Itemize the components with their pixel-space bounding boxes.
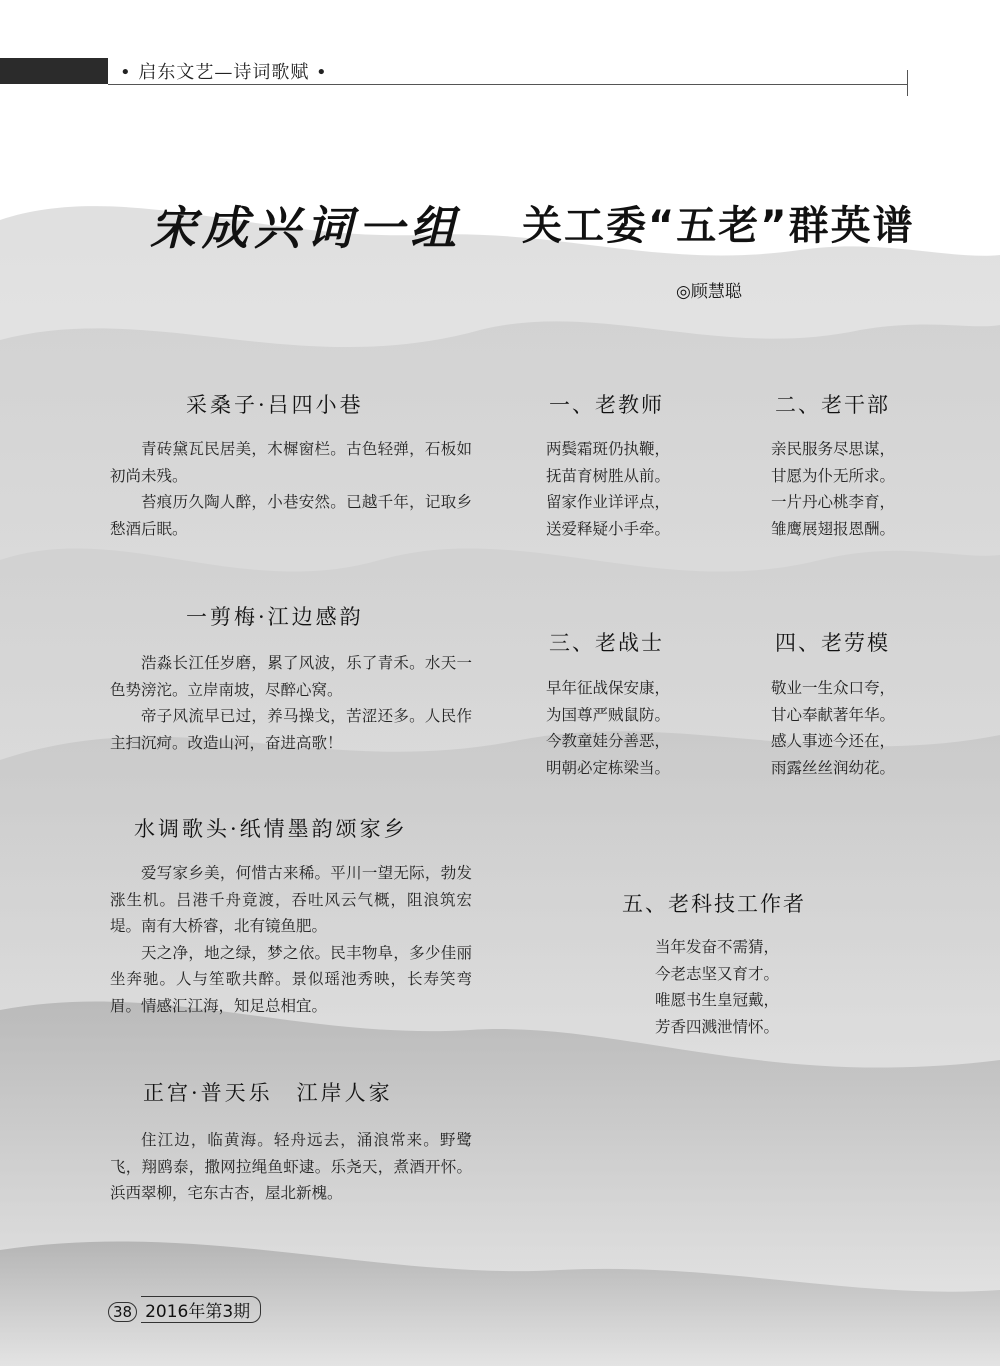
verse-line: 为国尊严贼鼠防。 <box>546 705 671 724</box>
poem-title: 采桑子·吕四小巷 <box>186 393 364 417</box>
poem-title: 水调歌头·纸情墨韵颂家乡 <box>134 817 408 841</box>
verse-line: 一片丹心桃李育， <box>771 493 896 511</box>
verse-line: 亲民服务尽思谋， <box>771 440 896 458</box>
verse-line: 抚苗育树胜从前。 <box>546 466 671 485</box>
section-verse <box>771 436 895 542</box>
poem-body <box>110 650 472 756</box>
verse-line: 甘愿为仆无所求。 <box>771 466 896 485</box>
verse-line: 雨露丝丝润幼花。 <box>771 758 896 777</box>
verse-line: 唯愿书生皇冠戴， <box>655 991 780 1009</box>
verse-line: 早年征战保安康， <box>546 679 671 697</box>
verse-line: 感人事迹今还在， <box>771 732 896 750</box>
verse-line: 甘心奉献著年华。 <box>771 705 896 724</box>
poem-body <box>110 860 472 1019</box>
verse-line: 芳香四溅泄情怀。 <box>655 1017 780 1036</box>
header-tick <box>907 70 908 96</box>
author: ◎顾慧聪 <box>676 282 742 302</box>
poem-paragraph: 住江边，临黄海。轻舟远去，涌浪常来。野鹭飞，翔鸥泰，撒网拉绳鱼虾逮。乐尧天，煮酒开怀。浜西翠柳，宅东古杏，屋北新槐。 <box>110 1131 472 1202</box>
poem-paragraph: 天之净，地之绿，梦之依。民丰物阜，多少佳丽坐奔驰。人与笙歌共醉。景似瑶池秀映，长寿笑弯眉。情感汇江海，知足总相宜。 <box>110 943 472 1015</box>
verse-line: 两鬓霜斑仍执鞭， <box>546 440 671 458</box>
left-title: 宋成兴词一组 <box>150 201 462 255</box>
verse-line: 敬业一生众口夸， <box>771 679 896 697</box>
page-number: 38 <box>108 1302 137 1322</box>
issue-label: 2016年第3期 <box>141 1296 261 1323</box>
verse-line: 今教童娃分善恶， <box>546 732 671 750</box>
section-verse <box>546 436 670 542</box>
verse-line: 留家作业详评点， <box>546 493 671 511</box>
poem-title: 一剪梅·江边感韵 <box>186 605 364 629</box>
verse-line: 雏鹰展翅报恩酬。 <box>771 519 896 538</box>
page-footer <box>108 1296 261 1323</box>
section-verse <box>771 675 895 781</box>
poem-paragraph: 青砖黛瓦民居美，木樨窗栏。古色轻弹，石板如初尚未残。 <box>110 440 472 485</box>
poem-paragraph: 爱写家乡美，何惜古来稀。平川一望无际，勃发涨生机。吕港千舟竟渡，吞吐风云气概，阻浪筑宏堤。南有大桥睿，北有镜鱼肥。 <box>110 864 472 935</box>
poem-body <box>110 1127 472 1207</box>
verse-line: 今老志坚又育才。 <box>655 964 780 983</box>
verse-line: 送爱释疑小手牵。 <box>546 519 671 538</box>
poem-paragraph: 浩淼长江任岁磨，累了风波，乐了青禾。水天一色势滂沱。立岸南坡，尽醉心窝。 <box>110 654 472 699</box>
verse-line: 明朝必定栋梁当。 <box>546 758 671 777</box>
section-title: 一、老教师 <box>549 393 664 417</box>
header-bar <box>0 58 108 84</box>
header-divider <box>108 84 908 85</box>
section-title: 四、老劳模 <box>775 631 890 655</box>
verse-line: 当年发奋不需猜， <box>655 938 780 956</box>
section-verse <box>655 934 779 1040</box>
poem-paragraph: 帝子风流早已过，养马操戈，苦涩还多。人民作主扫沉疴。改造山河，奋进高歌！ <box>110 707 472 752</box>
section-header: • 启东文艺—诗词歌赋 • <box>120 62 328 83</box>
poem-title: 正宫·普天乐 江岸人家 <box>143 1081 393 1105</box>
section-title: 二、老干部 <box>775 393 890 417</box>
poem-paragraph: 苔痕历久陶人醉，小巷安然。已越千年，记取乡愁酒后眠。 <box>110 493 472 538</box>
right-title: 关工委“五老”群英谱 <box>522 203 915 249</box>
poem-body <box>110 436 472 542</box>
section-title: 三、老战士 <box>549 631 664 655</box>
section-title: 五、老科技工作者 <box>622 892 806 916</box>
section-verse <box>546 675 670 781</box>
